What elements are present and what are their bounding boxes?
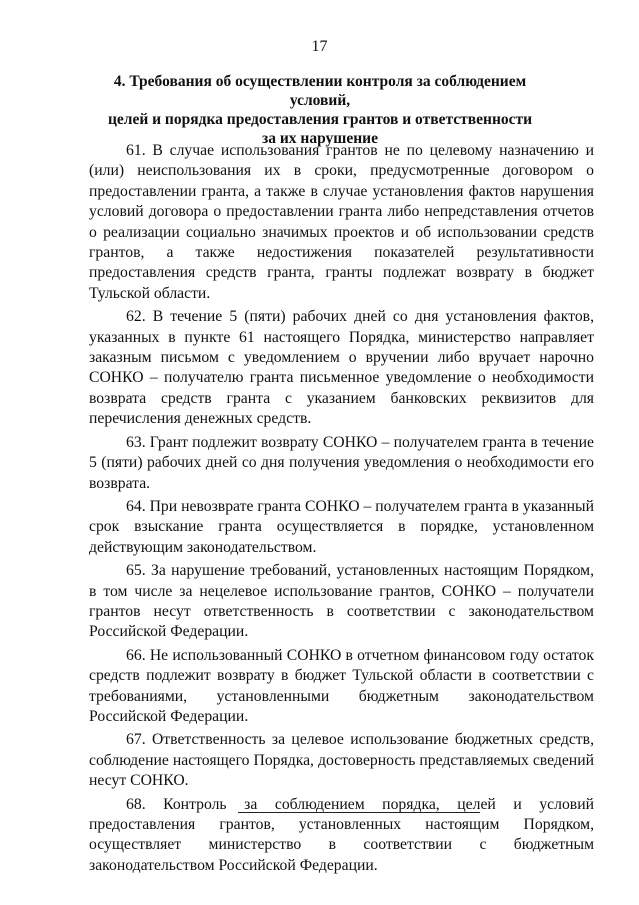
- paragraph-61: 61. В случае использования грантов не по целевому назначению и (или) неиспользования их в сроки, предусмотренные договором о предоставлении гранта, а также в случае установления фактов нарушения условий договора о предоставлении гранта либо непредставления отчетов о реализации социально значимых проектов и об использовании средств грантов, а также недостижения показателей результативности предоставления средств гранта, гранты подлежат возврату в бюджет Тульской области.: [89, 142, 594, 302]
- paragraph-67: 67. Ответственность за целевое использование бюджетных средств, соблюдение настоящего Порядка, достоверность представляемых сведений несут СОНКО.: [89, 731, 594, 790]
- section-heading-line: целей и порядка предоставления грантов и ответственности: [107, 111, 533, 128]
- paragraph-65: 65. За нарушение требований, установленных настоящим Порядком, в том числе за нецелевое использование грантов, СОНКО – получатели грантов несут ответственность в соответствии с законодательством Российской Федерации.: [89, 562, 594, 641]
- paragraph-64: 64. При невозврате гранта СОНКО – получателем гранта в указанный срок взыскание гранта осуществляется в порядке, установленном действующим законодательством.: [89, 497, 594, 556]
- paragraph-62: 62. В течение 5 (пяти) рабочих дней со дня установления фактов, указанных в пункте 61 настоящего Порядка, министерство направляет заказным письмом с уведомлением о вручении либо вручает нарочно СОНКО – получателю гранта письменное уведомление о необходимости возврата средств гранта с указанием банковских реквизитов для перечисления денежных средств.: [89, 308, 594, 428]
- section-heading-line: 4. Требования об осуществлении контроля за соблюдением условий,: [113, 73, 527, 109]
- page-number: 17: [311, 38, 328, 55]
- paragraph-68: 68. Контроль за соблюдением порядка, целей и условий предоставления грантов, установленных настоящим Порядком, осуществляет министерство в соответствии с бюджетным законодательством Российской Федерации.: [89, 795, 594, 874]
- document-body: [89, 141, 594, 879]
- closing-divider: [238, 812, 480, 813]
- paragraph-63: 63. Грант подлежит возврату СОНКО – получателем гранта в течение 5 (пяти) рабочих дней со дня получения уведомления о необходимости его возврата.: [89, 433, 594, 492]
- section-heading-line: за их нарушение: [262, 130, 378, 147]
- section-heading: [90, 72, 550, 148]
- paragraph-66: 66. Не использованный СОНКО в отчетном финансовом году остаток средств подлежит возврату в бюджет Тульской области в соответствии с требованиями, установленными бюджетным законодательством Российской Федерации.: [89, 646, 594, 725]
